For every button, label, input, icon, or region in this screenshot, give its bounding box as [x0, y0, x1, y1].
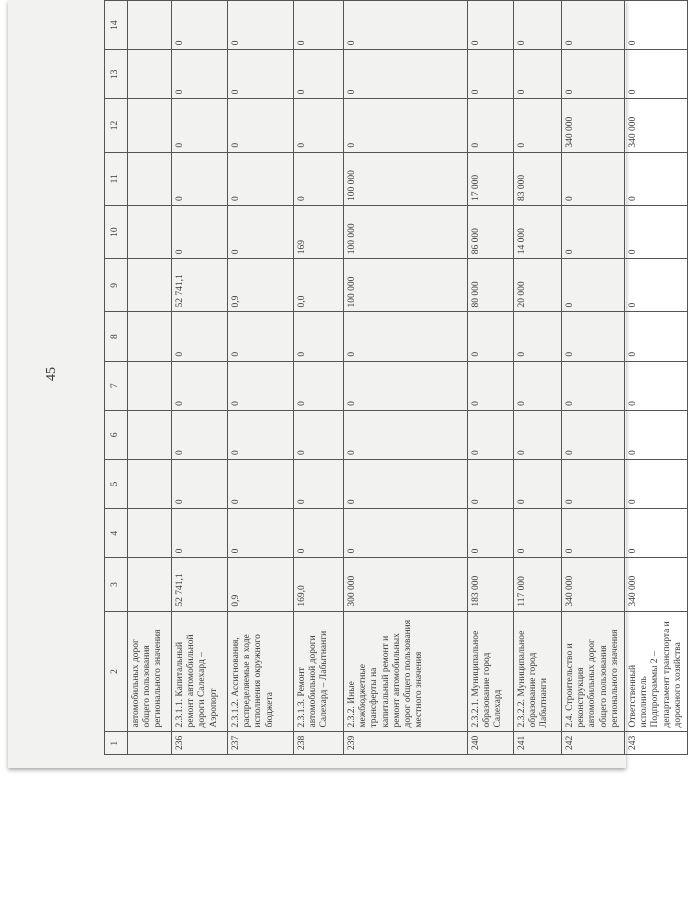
row-number-cell: 236 — [172, 732, 228, 755]
table-row — [294, 1, 344, 755]
value-cell-c7: 0 — [514, 361, 562, 410]
value-cell-c9: 0,0 — [294, 259, 344, 312]
value-cell-c8: 0 — [228, 312, 294, 361]
row-number-cell: 238 — [294, 732, 344, 755]
value-cell-c6: 0 — [514, 410, 562, 459]
column-number-row — [105, 1, 128, 755]
value-cell-c5: 0 — [172, 459, 228, 508]
column-header: 10 — [105, 205, 128, 258]
table-row — [172, 1, 228, 755]
row-name-cell: 2.3.2.1. Муниципальное образование город Салехард — [468, 611, 514, 732]
value-cell-c9: 100 000 — [344, 259, 468, 312]
value-cell-c7: 0 — [172, 361, 228, 410]
value-cell-c4: 0 — [172, 509, 228, 558]
value-cell-c10: 0 — [625, 205, 688, 258]
value-cell-c7: 0 — [625, 361, 688, 410]
value-cell-c12: 340 000 — [625, 99, 688, 152]
value-cell-c13: 0 — [562, 50, 625, 99]
value-cell-c11: 0 — [172, 152, 228, 205]
column-header: 7 — [105, 361, 128, 410]
row-number-cell: 241 — [514, 732, 562, 755]
table-row — [344, 1, 468, 755]
value-cell-c12: 0 — [344, 99, 468, 152]
table-row — [625, 1, 688, 755]
value-cell-c5: 0 — [468, 459, 514, 508]
value-cell-c12: 0 — [228, 99, 294, 152]
value-cell-c13: 0 — [172, 50, 228, 99]
row-name-cell: 2.3.2.2. Муниципальное образование город Лабытнанги — [514, 611, 562, 732]
value-cell-c7: 0 — [344, 361, 468, 410]
row-name-cell: 2.3.1.3. Ремонт автомобильной дороги Салехард – Лабытнанги — [294, 611, 344, 732]
value-cell-c11: 0 — [562, 152, 625, 205]
value-cell-c10: 14 000 — [514, 205, 562, 258]
value-cell-c14: 0 — [228, 1, 294, 50]
value-cell-c4: 0 — [344, 509, 468, 558]
page-number: 45 — [44, 367, 59, 381]
value-cell-c9: 20 000 — [514, 259, 562, 312]
value-cell-c3: 340 000 — [562, 558, 625, 611]
column-header: 9 — [105, 259, 128, 312]
value-cell-c5: 0 — [344, 459, 468, 508]
value-cell-c11: 83 000 — [514, 152, 562, 205]
row-name-cell: 2.4. Строительство и реконструкция автомобильных дорог общего пользования регионального значения — [562, 611, 625, 732]
value-cell-c5: 0 — [625, 459, 688, 508]
value-cell-c13: 0 — [625, 50, 688, 99]
value-cell-c14: 0 — [294, 1, 344, 50]
value-cell-c10: 0 — [172, 205, 228, 258]
row-name-cell: 2.3.1.1. Капитальный ремонт автомобильной дороги Салехард – Аэропорт — [172, 611, 228, 732]
value-cell-c14: 0 — [625, 1, 688, 50]
value-cell-c3: 300 000 — [344, 558, 468, 611]
value-cell-c7: 0 — [294, 361, 344, 410]
value-cell-c8: 0 — [172, 312, 228, 361]
value-cell-c13: 0 — [344, 50, 468, 99]
column-header: 2 — [105, 611, 128, 732]
value-cell-c10: 0 — [228, 205, 294, 258]
budget-table-rotated — [104, 0, 683, 755]
value-cell-c8: 0 — [344, 312, 468, 361]
budget-table — [104, 0, 688, 755]
value-cell-c6: 0 — [172, 410, 228, 459]
value-cell-c9: 80 000 — [468, 259, 514, 312]
column-header: 13 — [105, 50, 128, 99]
value-cell-c8: 0 — [468, 312, 514, 361]
row-number-cell: 243 — [625, 732, 688, 755]
value-cell-c14: 0 — [514, 1, 562, 50]
value-cell-c10: 86 000 — [468, 205, 514, 258]
value-cell-c6: 0 — [228, 410, 294, 459]
value-cell-c8: 0 — [294, 312, 344, 361]
value-cell-c11: 17 000 — [468, 152, 514, 205]
value-cell-c14: 0 — [468, 1, 514, 50]
value-cell-c6: 0 — [344, 410, 468, 459]
value-cell-c7: 0 — [468, 361, 514, 410]
value-cell-c4: 0 — [468, 509, 514, 558]
value-cell-c11: 0 — [625, 152, 688, 205]
value-cell-c12: 0 — [172, 99, 228, 152]
row-number-cell: 240 — [468, 732, 514, 755]
column-header: 5 — [105, 459, 128, 508]
column-header: 12 — [105, 99, 128, 152]
column-header: 4 — [105, 509, 128, 558]
row-name-cell: Ответственный исполнитель Подпрограммы 2 – департамент транспорта и дорожного хозяйства — [625, 611, 688, 732]
table-row — [228, 1, 294, 755]
value-cell-c7: 0 — [562, 361, 625, 410]
value-cell-c3: 0,9 — [228, 558, 294, 611]
value-cell-c12: 0 — [514, 99, 562, 152]
value-cell-c14: 0 — [344, 1, 468, 50]
column-header: 8 — [105, 312, 128, 361]
value-cell-c14: 0 — [172, 1, 228, 50]
value-cell-c9: 0 — [562, 259, 625, 312]
table-row — [562, 1, 625, 755]
value-cell-c8: 0 — [562, 312, 625, 361]
value-cell-c3: 340 000 — [625, 558, 688, 611]
value-cell-c13: 0 — [514, 50, 562, 99]
column-header: 1 — [105, 732, 128, 755]
value-cell-c6: 0 — [468, 410, 514, 459]
value-cell-c13: 0 — [294, 50, 344, 99]
value-cell-c5: 0 — [228, 459, 294, 508]
value-cell-c12: 0 — [294, 99, 344, 152]
value-cell-c9: 0,9 — [228, 259, 294, 312]
value-cell-c8: 0 — [514, 312, 562, 361]
value-cell-c5: 0 — [294, 459, 344, 508]
value-cell-c6: 0 — [294, 410, 344, 459]
value-cell-c11: 100 000 — [344, 152, 468, 205]
value-cell-c4: 0 — [294, 509, 344, 558]
value-cell-c13: 0 — [228, 50, 294, 99]
value-cell-c11: 0 — [294, 152, 344, 205]
value-cell-c9: 52 741,1 — [172, 259, 228, 312]
row-number-cell — [128, 732, 172, 755]
row-number-cell: 242 — [562, 732, 625, 755]
value-cell-c5: 0 — [562, 459, 625, 508]
column-header: 11 — [105, 152, 128, 205]
value-cell-c5: 0 — [514, 459, 562, 508]
column-header: 14 — [105, 1, 128, 50]
value-cell-c8: 0 — [625, 312, 688, 361]
value-cell-c4: 0 — [625, 509, 688, 558]
table-row — [468, 1, 514, 755]
value-cell-c13: 0 — [468, 50, 514, 99]
value-cell-c14: 0 — [562, 1, 625, 50]
value-cell-c10: 100 000 — [344, 205, 468, 258]
row-name-cell: 2.3.2. Иные межбюджетные трансферты на капитальный ремонт и ремонт автомобильных дорог общего пользования местного значения — [344, 611, 468, 732]
value-cell-c9: 0 — [625, 259, 688, 312]
value-cell-c10: 0 — [562, 205, 625, 258]
value-cell-c4: 0 — [228, 509, 294, 558]
value-cell-c6: 0 — [562, 410, 625, 459]
table-row — [514, 1, 562, 755]
continuation-row — [128, 1, 172, 755]
value-cell-c12: 340 000 — [562, 99, 625, 152]
value-cell-c12: 0 — [468, 99, 514, 152]
row-name-cell: 2.3.1.2. Ассигнования, распределяемые в ходе исполнения окружного бюджета — [228, 611, 294, 732]
row-number-cell: 237 — [228, 732, 294, 755]
value-cell-c7: 0 — [228, 361, 294, 410]
value-cell-c10: 169 — [294, 205, 344, 258]
row-number-cell: 239 — [344, 732, 468, 755]
value-cell-c4: 0 — [562, 509, 625, 558]
value-cell-c3: 52 741,1 — [172, 558, 228, 611]
value-cell-c3: 183 000 — [468, 558, 514, 611]
value-cell-c4: 0 — [514, 509, 562, 558]
value-cell-c11: 0 — [228, 152, 294, 205]
row-name-cell: автомобильных дорог общего пользования регионального значения — [128, 611, 172, 732]
column-header: 6 — [105, 410, 128, 459]
column-header: 3 — [105, 558, 128, 611]
value-cell-c3: 117 000 — [514, 558, 562, 611]
value-cell-c6: 0 — [625, 410, 688, 459]
value-cell-c3: 169,0 — [294, 558, 344, 611]
